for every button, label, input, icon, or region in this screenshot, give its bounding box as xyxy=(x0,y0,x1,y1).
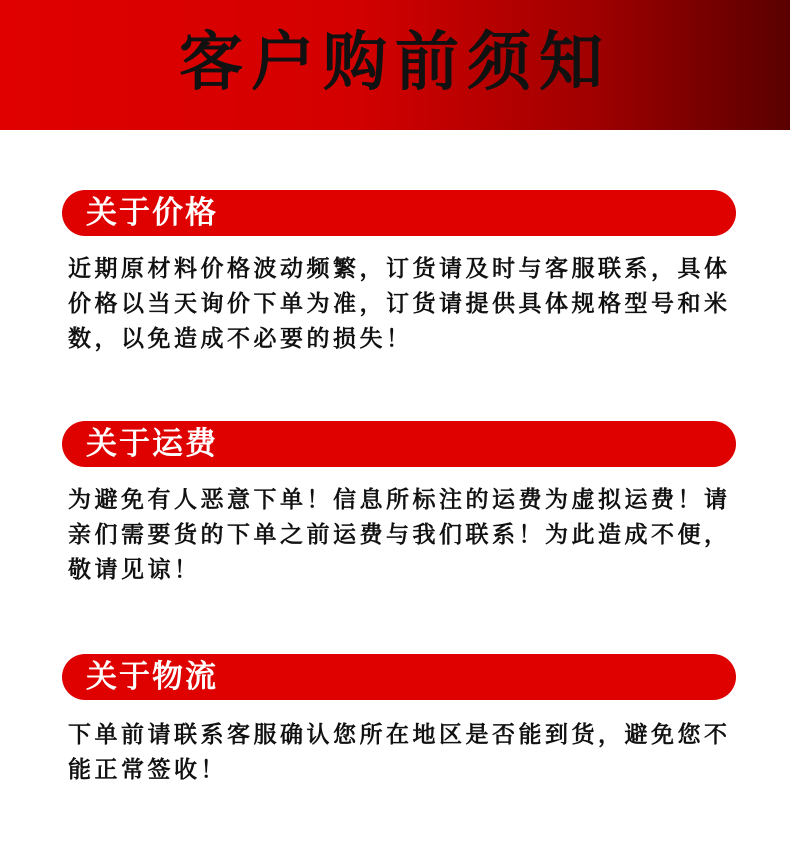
page-title: 客户购前须知 xyxy=(179,26,611,100)
section-heading-shipping: 关于运费 xyxy=(86,425,218,462)
section-heading-pill xyxy=(62,190,736,236)
section-text-price: 近期原材料价格波动频繁，订货请及时与客服联系，具体价格以当天询价下单为准，订货请提供具体规格型号和米数，以免造成不必要的损失！ xyxy=(68,256,731,352)
section-heading-logistics: 关于物流 xyxy=(86,658,218,695)
section-heading-pill xyxy=(62,654,736,700)
header-banner xyxy=(0,0,790,130)
section-text-logistics: 下单前请联系客服确认您所在地区是否能到货，避免您不能正常签收！ xyxy=(68,722,731,783)
section-heading-pill xyxy=(62,421,736,467)
section-heading-price: 关于价格 xyxy=(86,194,218,231)
section-text-shipping: 为避免有人恶意下单！信息所标注的运费为虚拟运费！请亲们需要货的下单之前运费与我们联系！为此造成不便，敬请见谅！ xyxy=(68,487,731,583)
